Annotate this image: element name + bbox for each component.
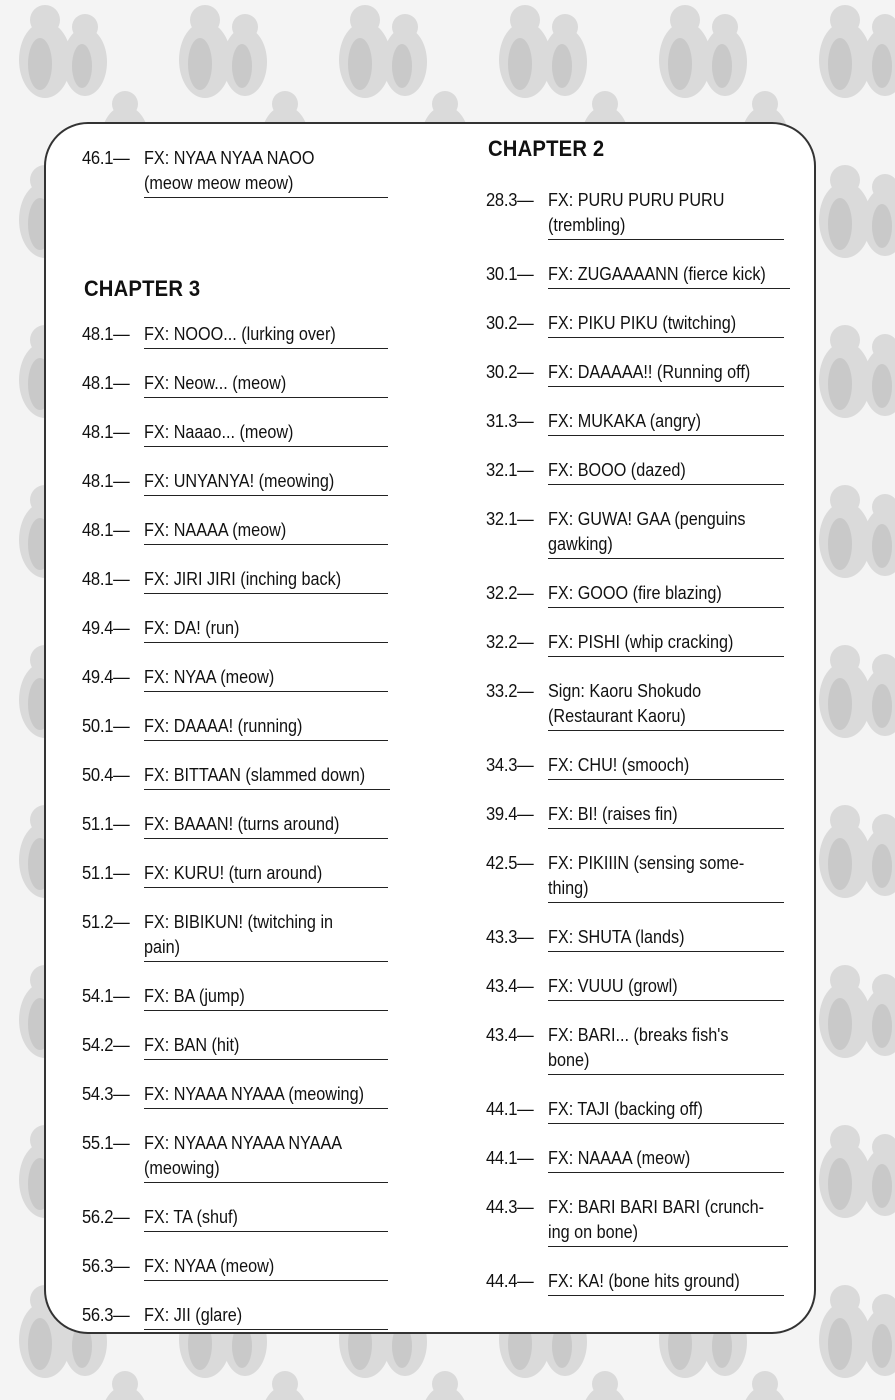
sfx-entry xyxy=(82,1303,388,1330)
sfx-translation: FX: TA (shuf) xyxy=(144,1205,388,1232)
sfx-translation: FX: VUUU (growl) xyxy=(548,974,784,1001)
page-panel-number: 48.1— xyxy=(82,422,130,442)
sfx-entry xyxy=(82,910,388,962)
sfx-entry xyxy=(486,851,784,903)
sfx-entry xyxy=(486,360,784,387)
page-panel-number: 55.1— xyxy=(82,1133,130,1153)
section-chapter-2 xyxy=(486,136,784,1296)
sfx-entry xyxy=(82,146,388,198)
chapter-heading: CHAPTER 2 xyxy=(488,136,605,161)
sfx-translation: FX: PIKIIIN (sensing some- thing) xyxy=(548,851,784,903)
sfx-translation: FX: Neow... (meow) xyxy=(144,371,388,398)
sfx-translation: FX: CHU! (smooch) xyxy=(548,753,784,780)
sfx-entry xyxy=(82,469,388,496)
sfx-translation: FX: TAJI (backing off) xyxy=(548,1097,784,1124)
sfx-translation: FX: NOOO... (lurking over) xyxy=(144,322,388,349)
sfx-entry xyxy=(82,665,388,692)
page-panel-number: 51.1— xyxy=(82,863,130,883)
page-panel-number: 42.5— xyxy=(486,853,534,873)
sfx-translation: FX: BOOO (dazed) xyxy=(548,458,784,485)
sfx-entry xyxy=(486,311,784,338)
sfx-translation: FX: UNYANYA! (meowing) xyxy=(144,469,388,496)
page-panel-number: 49.4— xyxy=(82,618,130,638)
sfx-translation: FX: NAAAA (meow) xyxy=(548,1146,784,1173)
sfx-entry xyxy=(486,1023,784,1075)
page-panel-number: 31.3— xyxy=(486,411,534,431)
sfx-entry xyxy=(82,420,388,447)
page-panel-number: 43.4— xyxy=(486,1025,534,1045)
page-panel-number: 50.1— xyxy=(82,716,130,736)
sfx-entry xyxy=(486,1269,784,1296)
page-panel-number: 33.2— xyxy=(486,681,534,701)
sfx-translation: FX: ZUGAAAANN (fierce kick) xyxy=(548,262,790,289)
sfx-entry xyxy=(82,1254,388,1281)
page-panel-number: 50.4— xyxy=(82,765,130,785)
sfx-translation: FX: BIBIKUN! (twitching in pain) xyxy=(144,910,388,962)
sfx-translation: FX: DAAAAA!! (Running off) xyxy=(548,360,784,387)
chapter-heading: CHAPTER 3 xyxy=(84,276,201,301)
sfx-entry xyxy=(486,1097,784,1124)
page-panel-number: 32.2— xyxy=(486,583,534,603)
sfx-translation: FX: Naaao... (meow) xyxy=(144,420,388,447)
sfx-translation: FX: NAAAA (meow) xyxy=(144,518,388,545)
right-column xyxy=(486,136,784,1296)
page-panel-number: 44.1— xyxy=(486,1099,534,1119)
sfx-entry xyxy=(82,1205,388,1232)
page-panel-number: 49.4— xyxy=(82,667,130,687)
section-intro xyxy=(82,146,388,198)
sfx-entry xyxy=(82,984,388,1011)
sfx-entry xyxy=(486,1195,784,1247)
page-panel-number: 51.1— xyxy=(82,814,130,834)
sfx-translation: FX: KA! (bone hits ground) xyxy=(548,1269,784,1296)
sfx-entry xyxy=(486,974,784,1001)
sfx-entry xyxy=(486,1146,784,1173)
page-panel-number: 34.3— xyxy=(486,755,534,775)
page-panel-number: 51.2— xyxy=(82,912,130,932)
sfx-translation: FX: KURU! (turn around) xyxy=(144,861,388,888)
sfx-entry xyxy=(486,188,784,240)
page-panel-number: 54.1— xyxy=(82,986,130,1006)
sfx-translation: FX: BARI BARI BARI (crunch- ing on bone) xyxy=(548,1195,788,1247)
sfx-translation: FX: NYAAA NYAAA NYAAA (meowing) xyxy=(144,1131,388,1183)
sfx-entry xyxy=(82,371,388,398)
page-panel-number: 32.1— xyxy=(486,460,534,480)
sfx-translation: FX: PURU PURU PURU (trembling) xyxy=(548,188,784,240)
page-panel-number: 48.1— xyxy=(82,373,130,393)
page-panel-number: 48.1— xyxy=(82,520,130,540)
page-panel-number: 56.3— xyxy=(82,1256,130,1276)
sfx-translation: FX: BITTAAN (slammed down) xyxy=(144,763,390,790)
sfx-entry xyxy=(486,581,784,608)
sfx-entry xyxy=(486,753,784,780)
sfx-translation: FX: GUWA! GAA (penguins gawking) xyxy=(548,507,784,559)
sfx-entry xyxy=(486,409,784,436)
sfx-entry xyxy=(82,518,388,545)
sfx-translation: FX: NYAAA NYAAA (meowing) xyxy=(144,1082,388,1109)
sfx-entry xyxy=(486,507,784,559)
sfx-translation: FX: BAN (hit) xyxy=(144,1033,388,1060)
page-panel-number: 30.1— xyxy=(486,264,534,284)
sfx-entry xyxy=(82,567,388,594)
sfx-entry xyxy=(82,763,388,790)
page-panel-number: 30.2— xyxy=(486,362,534,382)
sfx-translation: FX: JIRI JIRI (inching back) xyxy=(144,567,388,594)
sfx-entry xyxy=(82,714,388,741)
sfx-translation: FX: DAAAA! (running) xyxy=(144,714,388,741)
sfx-entry xyxy=(82,616,388,643)
page-panel-number: 43.3— xyxy=(486,927,534,947)
sfx-entry xyxy=(486,630,784,657)
sfx-entry xyxy=(82,861,388,888)
page-panel-number: 56.3— xyxy=(82,1305,130,1325)
page-panel-number: 32.1— xyxy=(486,509,534,529)
sfx-translation: FX: NYAA (meow) xyxy=(144,665,388,692)
sfx-entry xyxy=(82,1131,388,1183)
sfx-translation: FX: PIKU PIKU (twitching) xyxy=(548,311,784,338)
sfx-translation: FX: BA (jump) xyxy=(144,984,388,1011)
page-panel-number: 48.1— xyxy=(82,471,130,491)
sfx-translation: FX: NYAA NYAA NAOO (meow meow meow) xyxy=(144,146,388,198)
page-panel-number: 48.1— xyxy=(82,324,130,344)
page-panel-number: 44.4— xyxy=(486,1271,534,1291)
sfx-translation: FX: JII (glare) xyxy=(144,1303,388,1330)
page-panel-number: 44.3— xyxy=(486,1197,534,1217)
sfx-entry xyxy=(486,802,784,829)
left-column xyxy=(82,146,388,1330)
page-panel-number: 54.2— xyxy=(82,1035,130,1055)
sfx-entry xyxy=(82,812,388,839)
page-panel-number: 48.1— xyxy=(82,569,130,589)
section-chapter-3 xyxy=(82,276,388,1330)
sfx-entry xyxy=(82,1082,388,1109)
sfx-translation: FX: BAAAN! (turns around) xyxy=(144,812,388,839)
sfx-translation: FX: BARI... (breaks fish's bone) xyxy=(548,1023,784,1075)
page-panel-number: 32.2— xyxy=(486,632,534,652)
page-panel-number: 30.2— xyxy=(486,313,534,333)
sfx-translation: FX: GOOO (fire blazing) xyxy=(548,581,784,608)
page-panel-number: 44.1— xyxy=(486,1148,534,1168)
sfx-entry xyxy=(486,262,784,289)
sfx-translation: FX: PISHI (whip cracking) xyxy=(548,630,784,657)
sfx-translation: FX: BI! (raises fin) xyxy=(548,802,784,829)
sfx-translation: Sign: Kaoru Shokudo (Restaurant Kaoru) xyxy=(548,679,784,731)
sfx-translation: FX: SHUTA (lands) xyxy=(548,925,784,952)
page-panel-number: 28.3— xyxy=(486,190,534,210)
sfx-entry xyxy=(486,925,784,952)
sfx-translation: FX: MUKAKA (angry) xyxy=(548,409,784,436)
page-panel-number: 46.1— xyxy=(82,148,130,168)
sfx-entry xyxy=(82,322,388,349)
sfx-translation: FX: DA! (run) xyxy=(144,616,388,643)
page-panel-number: 39.4— xyxy=(486,804,534,824)
page-panel-number: 54.3— xyxy=(82,1084,130,1104)
sfx-entry xyxy=(82,1033,388,1060)
sfx-entry xyxy=(486,679,784,731)
page-panel-number: 56.2— xyxy=(82,1207,130,1227)
page-panel-number: 43.4— xyxy=(486,976,534,996)
sfx-entry xyxy=(486,458,784,485)
sfx-translation: FX: NYAA (meow) xyxy=(144,1254,388,1281)
